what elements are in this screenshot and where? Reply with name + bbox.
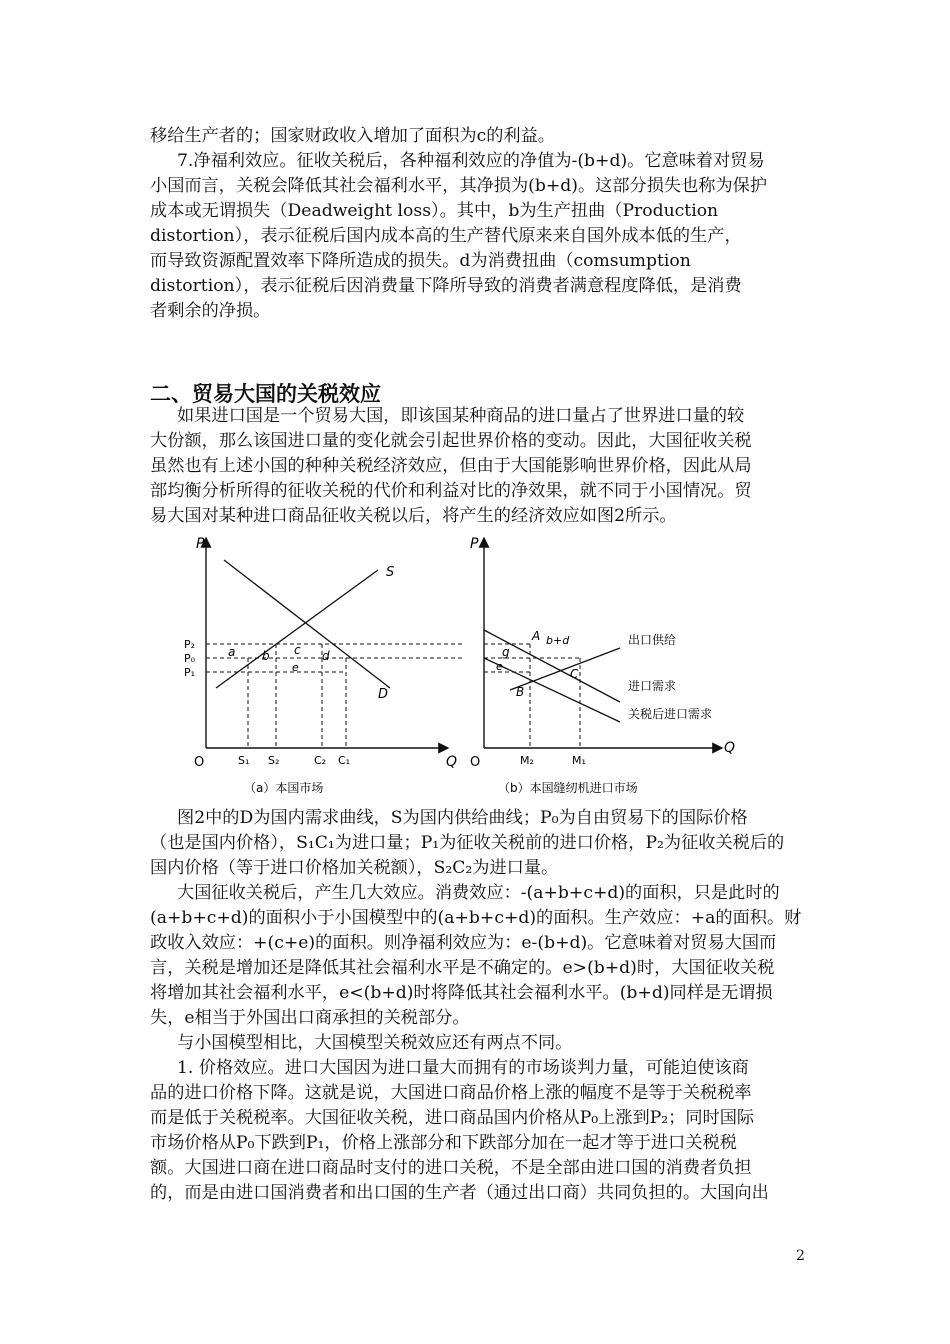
price-label-P1: P₁	[184, 666, 196, 679]
area-label-e: e	[292, 661, 299, 674]
supply-label: S	[386, 565, 395, 580]
text-line: 大国征收关税后，产生几大效应。消费效应：-(a+b+c+d)的面积，只是此时的	[177, 883, 780, 903]
paragraph-large-country	[150, 404, 810, 529]
panel-a-domestic-market	[184, 536, 462, 795]
area-label-g: g	[502, 645, 510, 659]
text-line: 品的进口价格下降。这就是说，大国进口商品价格上涨的幅度不是等于关税税率	[150, 1083, 752, 1103]
price-label-P2: P₂	[184, 638, 196, 651]
qty-label-C2: C₂	[314, 754, 327, 767]
figure-2-diagram	[180, 530, 760, 800]
panel-a-caption: （a）本国市场	[244, 781, 324, 795]
qty-label-C1: C₁	[338, 754, 351, 767]
export-supply-curve	[510, 648, 620, 690]
qty-label-S2: S₂	[268, 754, 280, 767]
text-line: distortion），表示征税后因消费量下降所导致的消费者满意程度降低，是消费	[150, 276, 742, 296]
panel-b-y-label: P	[470, 536, 479, 552]
text-line: 大份额，那么该国进口量的变化就会引起世界价格的变动。因此，大国征收关税	[150, 431, 752, 451]
text-line: 如果进口国是一个贸易大国，即该国某种商品的进口量占了世界进口量的较	[177, 406, 745, 426]
text-line: 政收入效应：+(c+e)的面积。则净福利效应为：e-(b+d)。它意味着对贸易大国而	[150, 933, 777, 953]
price-label-P0: P₀	[184, 652, 196, 665]
panel-b-caption: （b）本国缝纫机进口市场	[498, 781, 638, 795]
text-line: （也是国内价格），S₁C₁为进口量；P₁为征收关税前的进口价格，P₂为征收关税后的	[150, 833, 785, 853]
text-line: 国内价格（等于进口价格加关税额），S₂C₂为进口量。	[150, 858, 559, 878]
paragraph-figure-explanation	[150, 806, 810, 1206]
text-line: 言，关税是增加还是降低其社会福利水平是不确定的。e>(b+d)时，大国征收关税	[150, 958, 775, 978]
text-line: 而是低于关税税率。大国征收关税，进口商品国内价格从P₀上涨到P₂；同时国际	[150, 1108, 755, 1128]
area-label-c: c	[294, 643, 301, 657]
qty-label-M2: M₂	[520, 754, 534, 767]
panel-b-x-label: Q	[724, 740, 736, 756]
text-line: 1. 价格效应。进口大国因为进口量大而拥有的市场谈判力量，可能迫使该商	[177, 1058, 749, 1078]
text-line: 图2中的D为国内需求曲线，S为国内供给曲线；P₀为自由贸易下的国际价格	[177, 808, 748, 828]
text-line: 额。大国进口商在进口商品时支付的进口关税，不是全部由进口国的消费者负担	[150, 1158, 752, 1178]
text-line: 而导致资源配置效率下降所造成的损失。d为消费扭曲（comsumption	[150, 251, 691, 271]
point-label-A: A	[532, 629, 541, 643]
qty-label-M1: M₁	[572, 754, 586, 767]
area-label-b-plus-d: b+d	[546, 634, 570, 647]
panel-b-origin: O	[470, 755, 481, 770]
text-line: 市场价格从P₀下跌到P₁，价格上涨部分和下跌部分加在一起才等于进口关税税	[150, 1133, 737, 1153]
point-label-B: B	[516, 685, 525, 699]
point-label-C: C	[570, 667, 579, 681]
tariff-import-demand-curve	[484, 658, 620, 722]
text-line: 移给生产者的；国家财政收入增加了面积为c的利益。	[150, 126, 555, 146]
page-number: 2	[796, 1248, 805, 1264]
figure-2	[180, 530, 760, 800]
panel-a-x-label: Q	[446, 754, 458, 770]
paragraph-welfare-effects	[150, 124, 810, 324]
area-label-b: b	[262, 649, 270, 663]
text-line: 成本或无谓损失（Deadweight loss）。其中，b为生产扭曲（Production	[150, 201, 719, 221]
curve-label-import-demand: 进口需求	[628, 679, 677, 693]
demand-label: D	[378, 687, 389, 702]
area-label-a: a	[228, 645, 236, 659]
panel-a-origin: O	[194, 755, 205, 770]
text-line: 者剩余的净损。	[150, 301, 271, 321]
text-line: 的，而是由进口国消费者和出口国的生产者（通过出口商）共同负担的。大国向出	[150, 1183, 769, 1203]
text-line: 易大国对某种进口商品征收关税以后，将产生的经济效应如图2所示。	[150, 506, 677, 526]
section-heading: 二、贸易大国的关税效应	[150, 382, 381, 406]
text-line: distortion），表示征税后国内成本高的生产替代原来来自国外成本低的生产，	[150, 226, 742, 246]
text-line: 将增加其社会福利水平，e<(b+d)时将降低其社会福利水平。(b+d)同样是无谓损	[150, 983, 773, 1003]
curve-label-tariff-import-demand: 关税后进口需求	[628, 707, 713, 721]
text-line: 7.净福利效应。征收关税后，各种福利效应的净值为-(b+d)。它意味着对贸易	[177, 151, 765, 171]
text-line: 虽然也有上述小国的种种关税经济效应，但由于大国能影响世界价格，因此从局	[150, 456, 752, 476]
panel-a-y-label: P	[196, 536, 205, 552]
text-line: 小国而言，关税会降低其社会福利水平，其净损为(b+d)。这部分损失也称为保护	[150, 176, 768, 196]
panel-b-import-market	[470, 536, 735, 795]
qty-label-S1: S₁	[238, 754, 250, 767]
area-label-e-b: e	[496, 660, 503, 673]
text-line: (a+b+c+d)的面积小于小国模型中的(a+b+c+d)的面积。生产效应：+a的面积。财	[150, 908, 802, 928]
text-line: 与小国模型相比，大国模型关税效应还有两点不同。	[177, 1033, 573, 1053]
curve-label-export-supply: 出口供给	[628, 633, 677, 647]
area-label-d: d	[322, 649, 330, 663]
text-line: 失，e相当于外国出口商承担的关税部分。	[150, 1008, 470, 1028]
text-line: 部均衡分析所得的征收关税的代价和利益对比的净效果，就不同于小国情况。贸	[150, 481, 752, 501]
